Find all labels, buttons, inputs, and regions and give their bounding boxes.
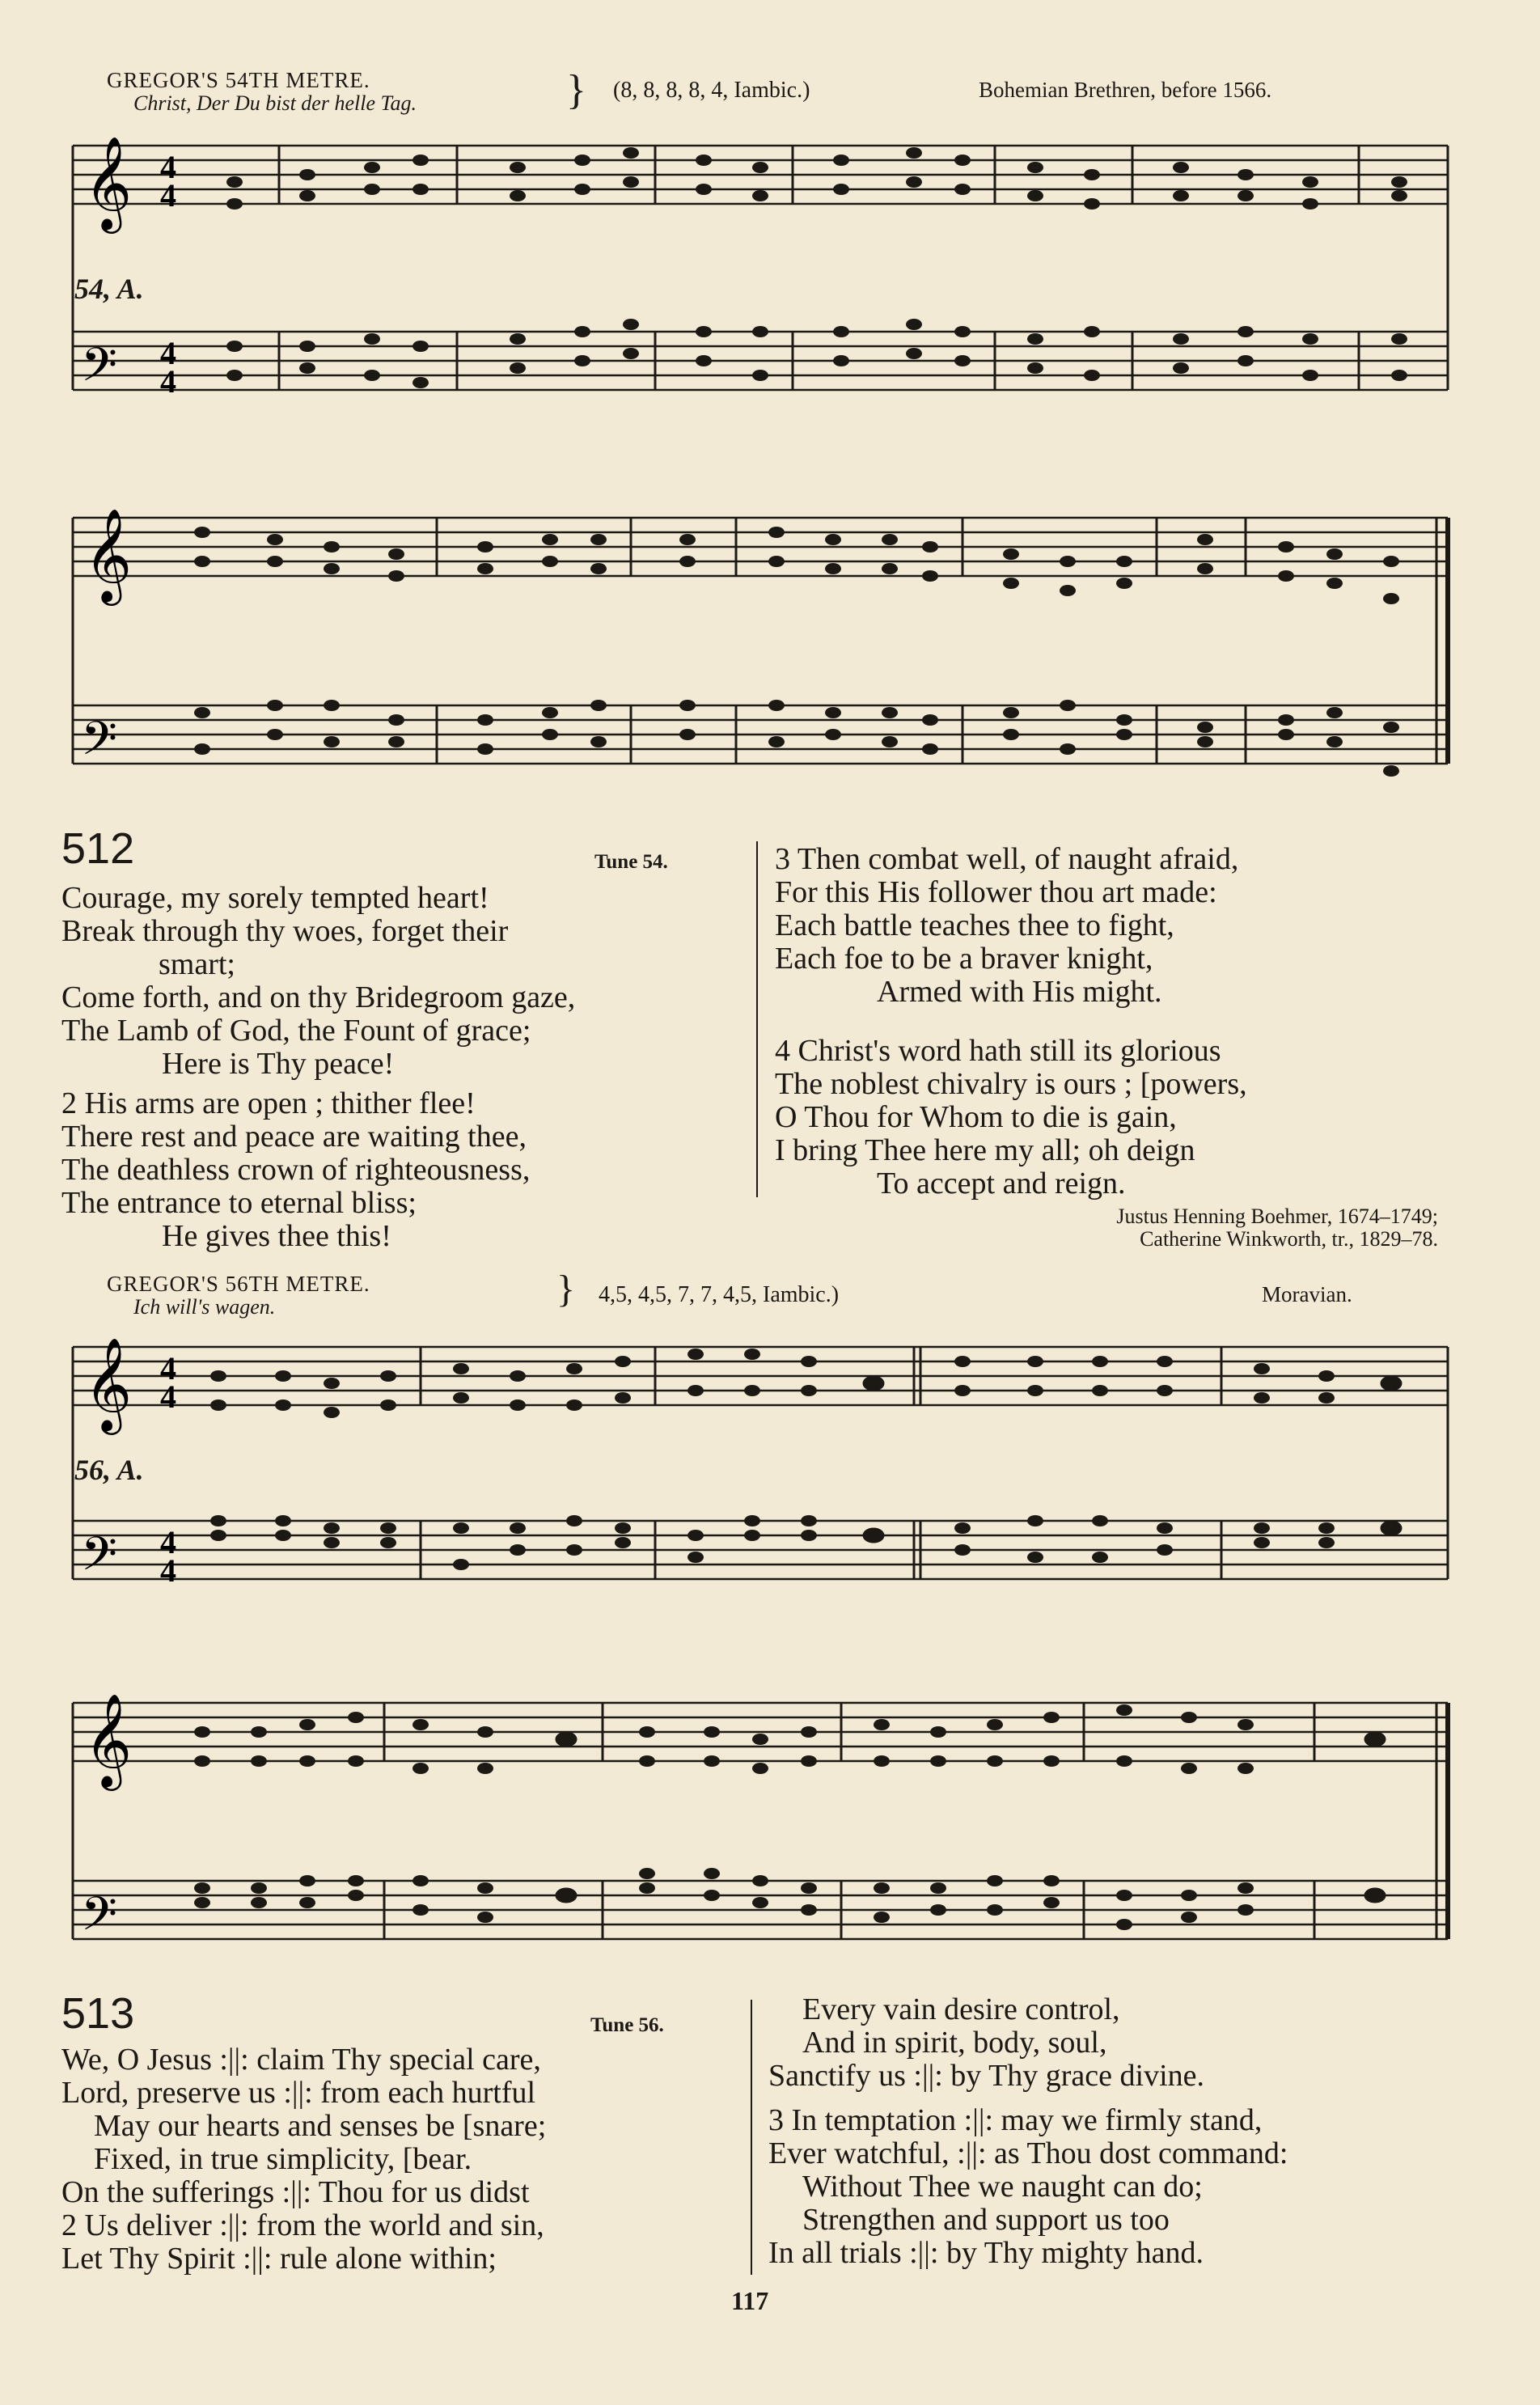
brace-icon: } <box>556 1268 576 1310</box>
verse-line: Armed with His might. <box>877 975 1162 1009</box>
verse-line: Each foe to be a braver knight, <box>775 942 1153 976</box>
tune-56-composer: Moravian. <box>1262 1282 1352 1306</box>
verse-line: 3 Then combat well, of naught afraid, <box>775 842 1239 876</box>
tune-56-subtitle <box>133 1294 275 1319</box>
treble-staff <box>73 518 1448 576</box>
verse-line: The entrance to eternal bliss; <box>61 1186 417 1220</box>
verse-line: Sanctify us :||: by Thy grace divine. <box>768 2059 1205 2093</box>
notes <box>194 527 1399 777</box>
tune-54-meter: (8, 8, 8, 8, 4, Iambic.) <box>613 78 810 103</box>
verse-line: Every vain desire control, <box>802 1992 1120 2026</box>
treble-clef-icon: 𝄞 <box>84 135 133 230</box>
author-line: Justus Henning Boehmer, 1674–1749; <box>1116 1205 1438 1228</box>
tune-56-label: 56, A. <box>74 1454 144 1486</box>
treble-clef-icon: 𝄞 <box>84 507 133 602</box>
bass-clef-icon: 𝄢 <box>81 1886 118 1953</box>
verse-line: Here is Thy peace! <box>162 1047 395 1081</box>
verse-line: Without Thee we naught can do; <box>802 2170 1203 2204</box>
treble-clef-icon: 𝄞 <box>84 1692 133 1787</box>
hymn-512-attribution <box>890 1205 1438 1251</box>
music-score-tune-54-system-1 <box>65 129 1456 421</box>
verse-line: The noblest chivalry is ours ; [powers, <box>775 1067 1247 1101</box>
hymn-513-number: 513 <box>61 1989 135 2038</box>
verse-line: Ever watchful, :||: as Thou dost command: <box>768 2136 1288 2170</box>
bass-clef-icon: 𝄢 <box>81 1526 118 1593</box>
time-signature-icon: 4 <box>160 1378 176 1415</box>
verse-line: Lord, preserve us :||: from each hurtful <box>61 2076 536 2110</box>
verse-line: Courage, my sorely tempted heart! <box>61 881 489 915</box>
verse-line: For this His follower thou art made: <box>775 875 1217 909</box>
verse-line: In all trials :||: by Thy mighty hand. <box>768 2236 1204 2270</box>
tune-54-label: 54, A. <box>74 273 144 305</box>
hymn-512-left-column <box>61 882 575 1253</box>
tune-54-composer: Bohemian Brethren, before 1566. <box>979 78 1272 102</box>
verse-line: O Thou for Whom to die is gain, <box>775 1100 1177 1134</box>
verse-line: We, O Jesus :||: claim Thy special care, <box>61 2043 541 2077</box>
time-signature-icon: 4 <box>160 177 176 214</box>
verse-line: The Lamb of God, the Fount of grace; <box>61 1014 531 1048</box>
time-signature-icon: 4 <box>160 1552 176 1589</box>
time-signature-icon: 4 <box>160 335 176 371</box>
verse-line: He gives thee this! <box>162 1219 391 1253</box>
tune-56-name: GREGOR'S 56TH METRE. <box>107 1272 370 1296</box>
tune-54-subtitle <box>133 91 417 116</box>
verse-line: Strengthen and support us too <box>802 2203 1170 2237</box>
verse-line: I bring Thee here my all; oh deign <box>775 1133 1195 1167</box>
verse-line: smart; <box>159 947 235 981</box>
verse-line: 2 His arms are open ; thither flee! <box>61 1086 476 1120</box>
treble-staff <box>73 1703 1448 1761</box>
verse-line: Each battle teaches thee to fight, <box>775 908 1174 942</box>
hymn-513-right-column <box>768 1993 1288 2270</box>
verse-line: 3 In temptation :||: may we firmly stand, <box>768 2103 1263 2137</box>
bass-clef-icon: 𝄢 <box>81 711 118 777</box>
verse-line: And in spirit, body, soul, <box>802 2026 1107 2060</box>
verse-line: On the sufferings :||: Thou for us didst <box>61 2175 530 2209</box>
hymn-512-right-column <box>775 843 1247 1200</box>
treble-clef-icon: 𝄞 <box>84 1336 133 1431</box>
verse-line: The deathless crown of righteousness, <box>61 1153 531 1187</box>
music-score-tune-54-system-2 <box>65 493 1456 809</box>
time-signature-icon: 4 <box>160 363 176 400</box>
notes <box>226 147 1407 388</box>
hymn-512-number: 512 <box>61 824 135 873</box>
verse-line: Break through thy woes, forget their <box>61 914 509 948</box>
verse-line: To accept and reign. <box>877 1167 1126 1200</box>
brace-icon: } <box>566 67 586 113</box>
tune-54-name: GREGOR'S 54TH METRE. <box>107 68 370 92</box>
tune-54-subtitle-text: Christ, Der Du bist der helle Tag. <box>133 91 417 115</box>
time-signature-icon: 4 <box>160 149 176 185</box>
verse-line: May our hearts and senses be [snare; <box>94 2109 547 2143</box>
hymn-513-left-column <box>61 2043 546 2276</box>
hymn-513-tune-ref: Tune 56. <box>590 2014 664 2036</box>
column-divider <box>751 2000 752 2275</box>
verse-line: Fixed, in true simplicity, [bear. <box>94 2142 472 2176</box>
verse-line: Let Thy Spirit :||: rule alone within; <box>61 2242 497 2276</box>
verse-line: 2 Us deliver :||: from the world and sin, <box>61 2208 544 2242</box>
column-divider <box>756 841 758 1197</box>
verse-line: There rest and peace are waiting thee, <box>61 1120 527 1154</box>
music-score-tune-56-system-2 <box>65 1683 1456 1974</box>
verse-line: Come forth, and on thy Bridegroom gaze, <box>61 980 576 1014</box>
page-number: 117 <box>731 2286 769 2315</box>
tune-56-subtitle-text: Ich will's wagen. <box>133 1295 276 1319</box>
translator-line: Catherine Winkworth, tr., 1829–78. <box>1140 1227 1438 1251</box>
tune-56-meter: 4,5, 4,5, 7, 7, 4,5, Iambic.) <box>599 1282 840 1307</box>
bass-clef-icon: 𝄢 <box>81 337 118 404</box>
hymn-512-tune-ref: Tune 54. <box>594 851 668 873</box>
time-signature-icon: 4 <box>160 1524 176 1560</box>
bass-staff <box>73 1521 1448 1579</box>
music-score-tune-56-system-1 <box>65 1327 1456 1610</box>
verse-line: 4 Christ's word hath still its glorious <box>775 1034 1221 1068</box>
time-signature-icon: 4 <box>160 1350 176 1387</box>
